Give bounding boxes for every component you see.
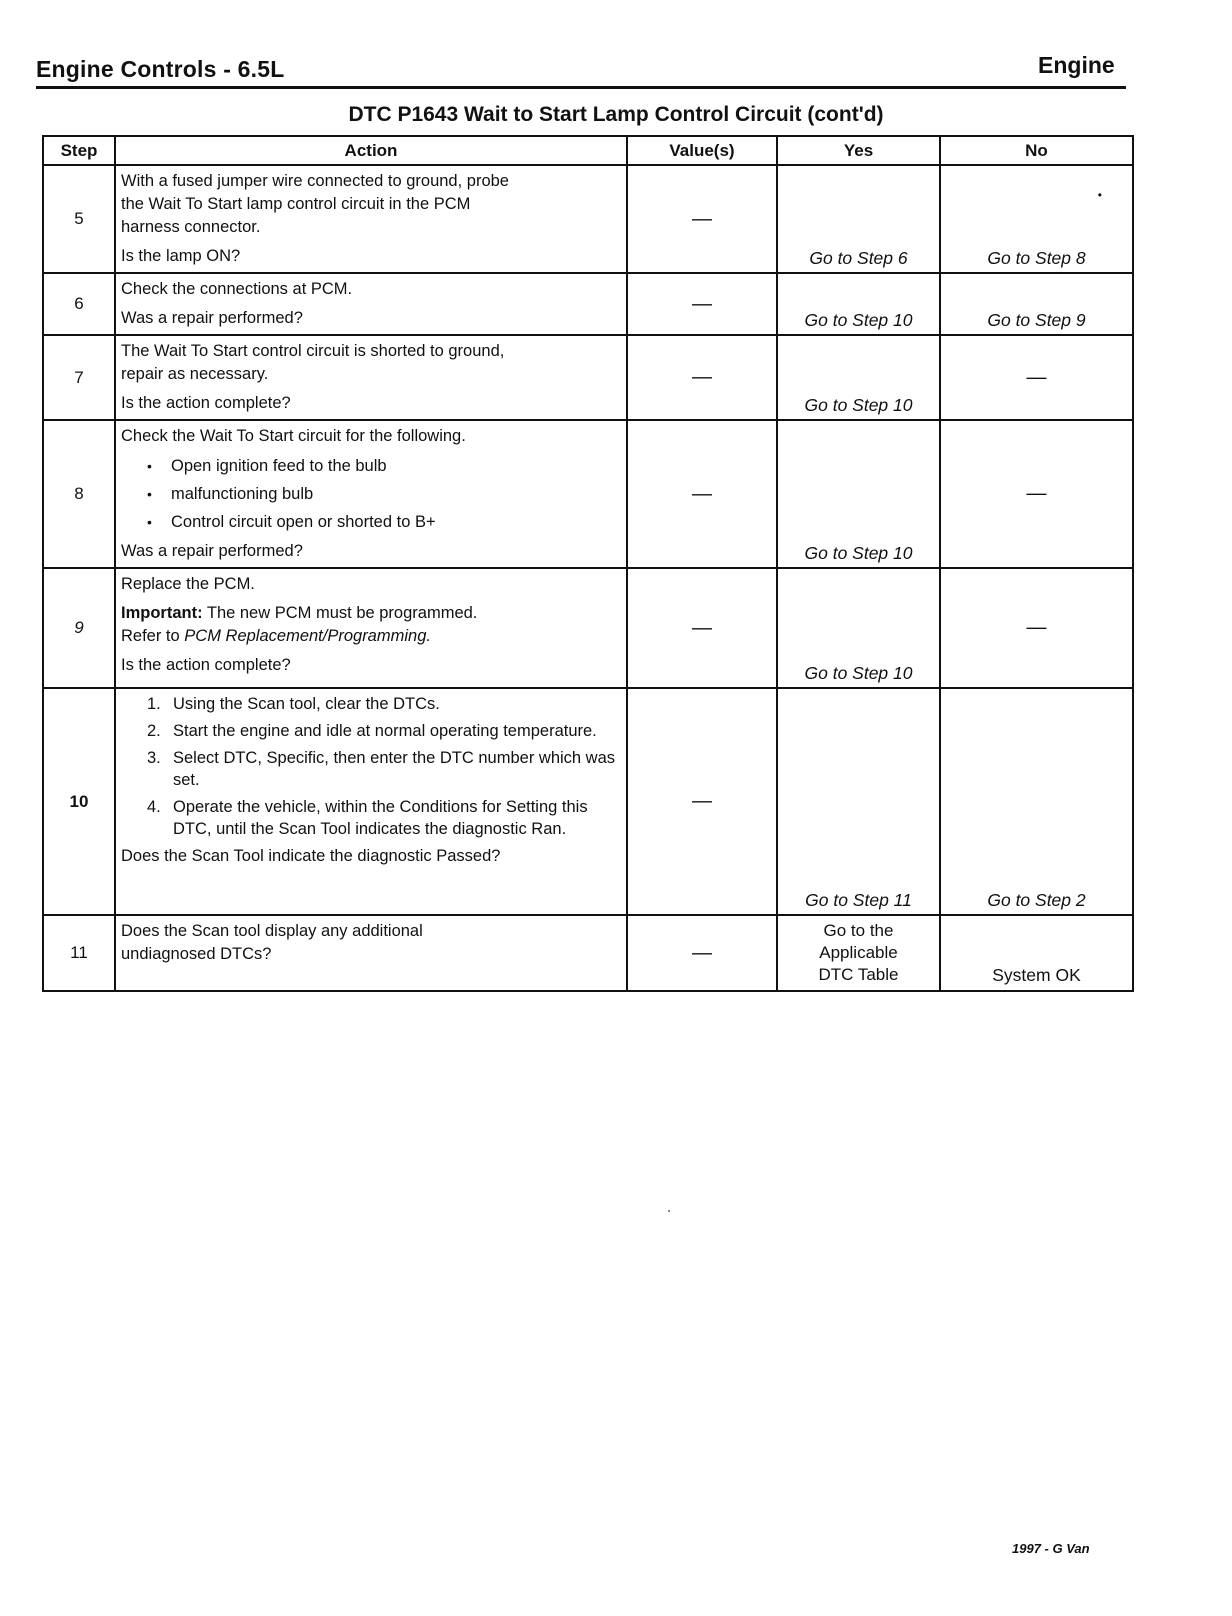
table-row <box>43 568 1133 688</box>
yes-cell <box>777 273 940 335</box>
list-text: Start the engine and idle at normal operating temperature. <box>173 722 597 740</box>
action-cell <box>115 165 627 273</box>
value-cell: — <box>627 335 777 420</box>
action-line: The Wait To Start control circuit is shorted to ground, <box>121 342 505 360</box>
list-text: Using the Scan tool, clear the DTCs. <box>173 695 440 713</box>
no-value: — <box>1026 366 1047 388</box>
yes-cell <box>777 568 940 688</box>
speck-mark: • <box>1097 188 1102 202</box>
yes-cell <box>777 688 940 915</box>
list-number: 4. <box>147 798 161 816</box>
table-row <box>43 688 1133 915</box>
header-rule <box>36 86 1126 89</box>
scan-speck <box>668 1210 670 1212</box>
list-text: Operate the vehicle, within the Conditions for Setting this DTC, until the Scan Tool indicates the diagnostic Ran. <box>173 798 588 838</box>
yes-goto: Go to Step 11 <box>805 890 912 910</box>
no-value: — <box>1026 482 1047 505</box>
yes-cell <box>777 165 940 273</box>
list-item: • malfunctioning bulb <box>147 480 622 508</box>
yes-goto: Go to Step 10 <box>804 395 913 415</box>
column-header-no: No <box>940 136 1133 165</box>
action-intro: Check the Wait To Start circuit for the following. <box>121 427 466 445</box>
action-line: undiagnosed DTCs? <box>121 945 272 963</box>
yes-line: Applicable <box>819 943 898 962</box>
column-header-action: Action <box>115 136 627 165</box>
yes-line: Go to the <box>823 921 894 940</box>
table-row <box>43 420 1133 568</box>
step-number: 8 <box>43 420 115 568</box>
no-goto: Go to Step 2 <box>987 890 1086 910</box>
list-text: Select DTC, Specific, then enter the DTC number which was set. <box>173 749 616 789</box>
no-cell <box>940 688 1133 915</box>
diagnostic-table <box>42 135 1134 992</box>
yes-cell <box>777 420 940 568</box>
step-number: 7 <box>43 335 115 420</box>
section-title: Engine Controls - 6.5L <box>36 56 285 82</box>
no-goto: Go to Step 8 <box>987 248 1086 268</box>
value-cell: — <box>627 568 777 688</box>
list-item: • Open ignition feed to the bulb <box>147 452 622 480</box>
action-intro: Replace the PCM. <box>121 575 255 593</box>
column-header-step: Step <box>43 136 115 165</box>
page-title: DTC P1643 Wait to Start Lamp Control Circuit (cont'd) <box>348 103 884 126</box>
no-cell <box>940 420 1133 568</box>
value-cell: — <box>627 165 777 273</box>
table-row <box>43 335 1133 420</box>
numbered-list <box>121 693 622 840</box>
step-number: 9 <box>43 568 115 688</box>
yes-goto <box>778 916 939 986</box>
refer-text: Refer to <box>121 627 185 645</box>
action-line: With a fused jumper wire connected to ground, probe <box>121 172 509 190</box>
action-cell <box>115 420 627 568</box>
value-cell: — <box>627 688 777 915</box>
no-cell <box>940 568 1133 688</box>
value-cell: — <box>627 915 777 991</box>
bullet-list <box>121 452 622 536</box>
action-question: Is the lamp ON? <box>121 247 241 265</box>
yes-goto: Go to Step 10 <box>804 310 913 330</box>
no-cell <box>940 273 1133 335</box>
list-item <box>147 747 622 791</box>
column-header-yes: Yes <box>777 136 940 165</box>
list-item: • Control circuit open or shorted to B+ <box>147 508 622 536</box>
important-text: The new PCM must be programmed. <box>202 604 478 622</box>
yes-cell <box>777 915 940 991</box>
action-question: Is the action complete? <box>121 394 291 412</box>
yes-cell <box>777 335 940 420</box>
no-cell <box>940 915 1133 991</box>
step-number: 11 <box>43 915 115 991</box>
list-item <box>147 693 622 715</box>
list-number: 2. <box>147 722 161 740</box>
list-item <box>147 796 622 840</box>
page-footer: 1997 - G Van <box>1012 1541 1090 1556</box>
step-number: 5 <box>43 165 115 273</box>
yes-goto: Go to Step 6 <box>809 248 908 268</box>
yes-goto: Go to Step 10 <box>804 663 913 683</box>
table-row <box>43 273 1133 335</box>
refer-procedure-link[interactable]: PCM Replacement/Programming. <box>184 627 431 645</box>
no-cell <box>940 165 1133 273</box>
action-cell <box>115 335 627 420</box>
list-number: 3. <box>147 749 161 767</box>
table-row <box>43 915 1133 991</box>
action-line: Does the Scan tool display any additional <box>121 922 423 940</box>
table-row <box>43 165 1133 273</box>
step-number: 6 <box>43 273 115 335</box>
action-cell <box>115 915 627 991</box>
action-question: Is the action complete? <box>121 656 291 674</box>
important-note <box>121 602 622 625</box>
action-cell <box>115 273 627 335</box>
important-label: Important: <box>121 604 203 622</box>
step-number: 10 <box>43 688 115 915</box>
action-cell <box>115 568 627 688</box>
list-number: 1. <box>147 695 161 713</box>
column-header-values: Value(s) <box>627 136 777 165</box>
action-line: repair as necessary. <box>121 365 269 383</box>
value-cell: — <box>627 273 777 335</box>
action-question: Does the Scan Tool indicate the diagnostic Passed? <box>121 847 501 865</box>
list-item <box>147 720 622 742</box>
no-cell <box>940 335 1133 420</box>
value-cell: — <box>627 420 777 568</box>
action-question: Was a repair performed? <box>121 309 303 327</box>
section-category: Engine <box>1038 52 1115 78</box>
table-header-row <box>43 136 1133 165</box>
no-goto: Go to Step 9 <box>987 310 1086 330</box>
no-value: — <box>1026 616 1047 639</box>
yes-line: DTC Table <box>818 965 899 984</box>
refer-note <box>121 625 622 648</box>
action-line: harness connector. <box>121 218 261 236</box>
yes-goto: Go to Step 10 <box>804 543 913 563</box>
action-line: the Wait To Start lamp control circuit in the PCM <box>121 195 471 213</box>
action-question: Was a repair performed? <box>121 542 303 560</box>
action-line: Check the connections at PCM. <box>121 280 353 298</box>
no-result: System OK <box>992 965 1081 985</box>
action-cell <box>115 688 627 915</box>
